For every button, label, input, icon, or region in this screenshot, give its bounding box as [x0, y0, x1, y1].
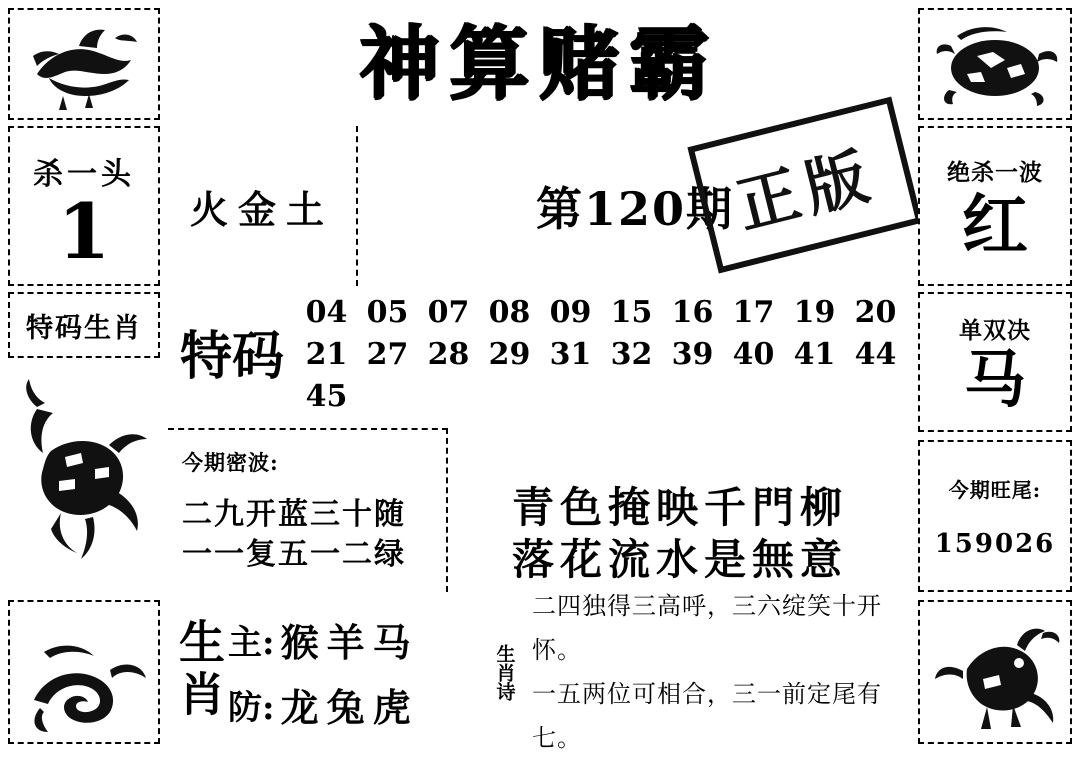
- special-zodiac-box: [8, 292, 160, 358]
- zodiac-poem-label: 生肖诗: [493, 643, 516, 701]
- zodiac-title: 生肖: [172, 618, 226, 722]
- corner-ornament-top-left: [8, 8, 160, 120]
- kill-wave-value: 红: [962, 185, 1028, 264]
- number-cell: 16: [671, 295, 714, 330]
- title-text: 神算赌霸: [359, 16, 719, 110]
- number-row: [296, 334, 906, 376]
- secret-wave-line: 一一复五一二绿: [182, 537, 406, 572]
- number-cell: 44: [854, 337, 897, 372]
- kill-wave-box: [918, 126, 1072, 286]
- zodiac-poem-line: 一五两位可相合，三一前定尾有七。: [532, 680, 882, 752]
- five-elements-value: 火金土: [189, 186, 334, 232]
- number-cell: 09: [549, 295, 592, 330]
- corner-ornament-bottom-right: [918, 600, 1072, 744]
- tiger-illustration: [8, 364, 160, 592]
- kill-head-value: 1: [57, 187, 111, 276]
- zodiac-poem-box: [532, 592, 910, 752]
- tiger-icon: [9, 373, 159, 583]
- zodiac-guard-row: [228, 677, 478, 732]
- stamp-text: 正版: [729, 137, 883, 243]
- number-cell: 31: [549, 337, 592, 372]
- number-cell: 41: [793, 337, 836, 372]
- kill-wave-label: 绝杀一波: [947, 158, 1043, 186]
- poem-box: [450, 428, 910, 592]
- zodiac-guard-value: 龙兔虎: [280, 685, 419, 730]
- special-zodiac-label: 特码生肖: [26, 312, 142, 344]
- five-elements-box: [168, 126, 358, 286]
- number-cell: 04: [305, 295, 348, 330]
- zodiac-poem-label-box: [482, 600, 526, 744]
- number-cell: 28: [427, 337, 470, 372]
- number-cell: 32: [610, 337, 653, 372]
- number-cell: 29: [488, 337, 531, 372]
- poem-line: 落花流水是無意: [511, 535, 848, 584]
- secret-wave-label: 今期密波:: [182, 450, 279, 475]
- kill-head-box: [8, 126, 160, 286]
- page-title: [168, 8, 910, 118]
- number-cell: 39: [671, 337, 714, 372]
- hot-tail-value: 159026: [934, 528, 1056, 559]
- number-row: [296, 292, 906, 334]
- secret-wave-line: 二九开蓝三十随: [182, 497, 406, 532]
- issue-number: 第120期: [535, 182, 735, 236]
- zodiac-main-value: 猴羊马: [280, 620, 419, 665]
- odd-even-value: 马: [963, 342, 1026, 416]
- hot-tail-label: 今期旺尾:: [948, 477, 1042, 502]
- secret-wave-box: [168, 428, 448, 592]
- special-code-label-box: [168, 292, 296, 422]
- number-cell: 05: [366, 295, 409, 330]
- hot-tail-box: [918, 440, 1072, 592]
- zodiac-main-row: [228, 612, 478, 667]
- tiger-icon: [19, 16, 149, 112]
- number-cell: 20: [854, 295, 897, 330]
- number-cell: 17: [732, 295, 775, 330]
- poem-line: 青色掩映千門柳: [511, 483, 848, 532]
- number-cell: 07: [427, 295, 470, 330]
- snake-icon: [14, 608, 154, 736]
- snake-illustration: [8, 600, 160, 744]
- special-code-label: 特码: [179, 326, 284, 387]
- number-cell: 19: [793, 295, 836, 330]
- number-list: [296, 288, 906, 420]
- zodiac-box: [168, 600, 478, 744]
- rooster-icon: [927, 609, 1063, 735]
- zodiac-poem-line: 二四独得三高呼，三六绽笑十开怀。: [532, 592, 882, 664]
- kill-head-label: 杀一头: [33, 157, 135, 192]
- number-cell: 15: [610, 295, 653, 330]
- odd-even-label: 单双决: [959, 316, 1031, 344]
- number-cell: 27: [366, 337, 409, 372]
- number-cell: 45: [305, 379, 348, 414]
- zodiac-main-key: 主:: [228, 623, 275, 663]
- number-cell: 08: [488, 295, 531, 330]
- odd-even-box: [918, 292, 1072, 432]
- zodiac-guard-key: 防:: [228, 688, 275, 728]
- number-cell: 21: [305, 337, 348, 372]
- corner-ornament-top-right: [918, 8, 1072, 120]
- turtle-icon: [927, 16, 1063, 112]
- number-row: [296, 376, 906, 418]
- number-cell: 40: [732, 337, 775, 372]
